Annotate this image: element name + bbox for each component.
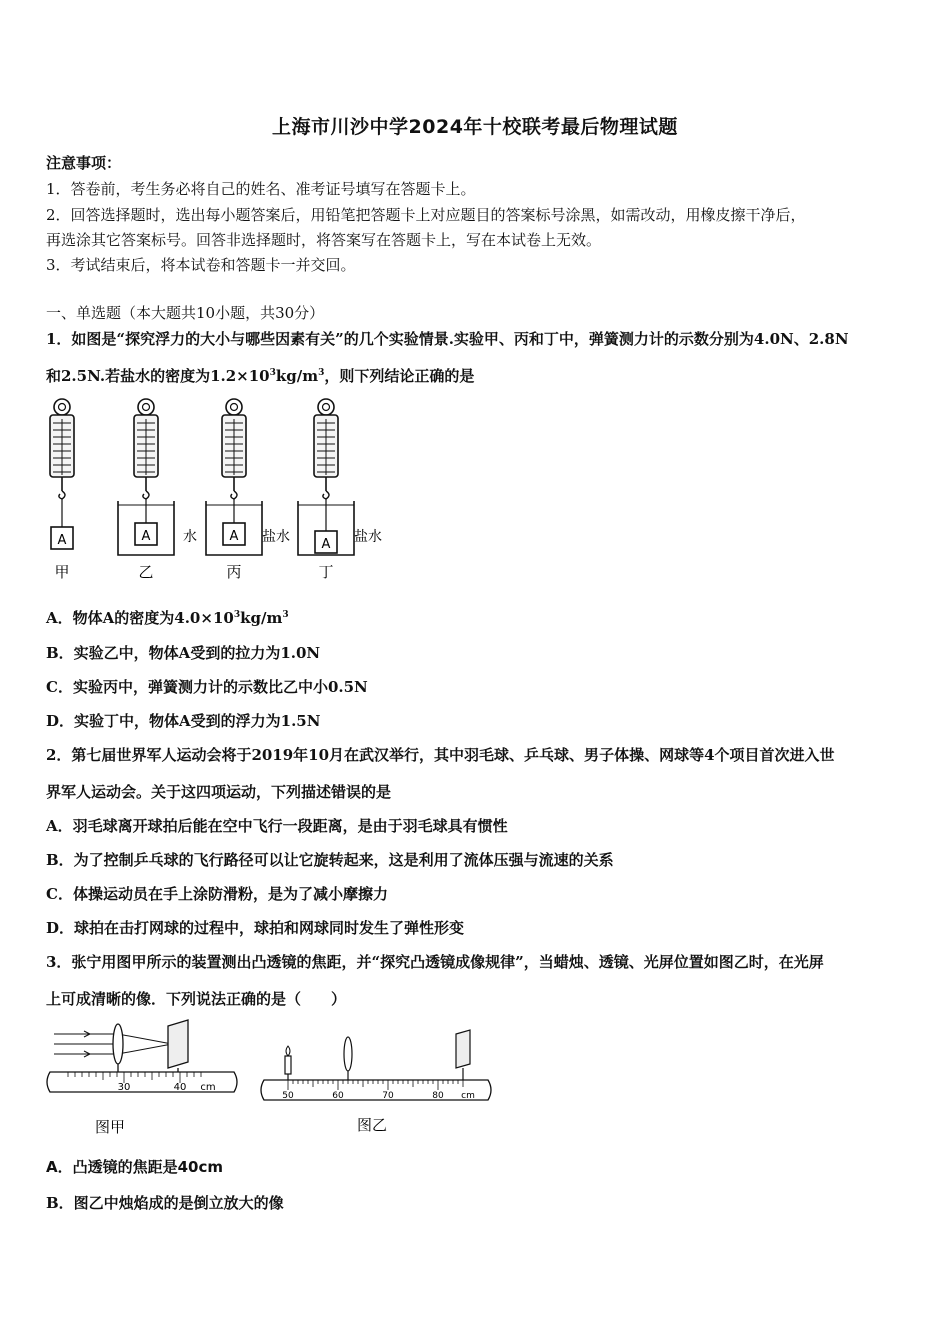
ruler-tick-label: 80: [432, 1091, 444, 1101]
q3-stem-line1: 3．张宁用图甲所示的装置测出凸透镜的焦距，并“探究凸透镜成像规律”，当蜡烛、透镜、光屏位置如图乙时，在光屏: [46, 953, 824, 971]
panel-label: 甲: [54, 563, 70, 581]
spring-scale-ding: [298, 399, 354, 555]
q3-figure-a: [44, 1018, 244, 1140]
q3-option-b: B．图乙中烛焰成的是倒立放大的像: [46, 1194, 284, 1212]
candle-icon: [285, 1046, 291, 1080]
panel-label: 丙: [226, 563, 242, 581]
q2-option-b: B．为了控制乒乓球的飞行路径可以让它旋转起来，这是利用了流体压强与流速的关系: [46, 851, 614, 869]
q1-stem-text: 和2.5N.若盐水的密度为1.2×10: [46, 367, 270, 385]
panel-label: 丁: [318, 563, 334, 581]
superscript: 3: [282, 610, 289, 620]
q2-stem-line1: 2．第七届世界军人运动会将于2019年10月在武汉举行，其中羽毛球、乒乓球、男子体操、网球等4个项目首次进入世: [46, 746, 835, 764]
ruler-tick-label: 60: [332, 1091, 344, 1101]
q1-stem-line1: 1．如图是“探究浮力的大小与哪些因素有关”的几个实验情景.实验甲、丙和丁中，弹簧测力计的示数分别为4.0N、2.8N: [46, 330, 849, 348]
superscript: 3: [269, 368, 276, 378]
convex-lens-icon: [344, 1037, 352, 1071]
ruler-tick-label: 50: [282, 1091, 294, 1101]
block-label: A: [321, 537, 331, 552]
q1-option-c: C．实验丙中，弹簧测力计的示数比乙中小0.5N: [46, 678, 368, 696]
q2-option-d: D．球拍在击打网球的过程中，球拍和网球同时发生了弹性形变: [46, 919, 465, 937]
light-screen-icon: [168, 1020, 188, 1068]
section-heading: 一、单选题（本大题共10小题，共30分）: [46, 304, 325, 322]
q1-option-d: D．实验丁中，物体A受到的浮力为1.5N: [46, 712, 321, 730]
liquid-label: 盐水: [262, 529, 290, 545]
ruler-unit-label: cm: [200, 1082, 216, 1093]
liquid-label: 盐水: [354, 529, 382, 545]
figure-caption: 图乙: [356, 1116, 388, 1134]
q1-option-a: [46, 607, 289, 628]
q1-stem-unit: kg/m: [275, 367, 319, 385]
block-label: A: [57, 533, 67, 548]
block-label: A: [229, 529, 239, 544]
block-label: A: [141, 529, 151, 544]
q1-figure-spring-scales: [40, 395, 410, 587]
q1-stem-line2: [46, 365, 474, 386]
ruler-tick-label: 40: [173, 1082, 187, 1093]
q2-stem-line2: 界军人运动会。关于这四项运动，下列描述错误的是: [46, 783, 392, 801]
figure-caption: 图甲: [94, 1118, 126, 1136]
q3-option-a: A．凸透镜的焦距是40cm: [46, 1158, 224, 1176]
option-text: A．物体A的密度为4.0×10: [46, 609, 234, 627]
superscript: 3: [318, 368, 325, 378]
ruler-tick-label: 30: [117, 1082, 131, 1093]
notice-item: 1．答卷前，考生务必将自己的姓名、准考证号填写在答题卡上。: [46, 180, 476, 198]
notice-heading: 注意事项：: [46, 154, 122, 172]
notice-item: 2．回答选择题时，选出每小题答案后，用铅笔把答题卡上对应题目的答案标号涂黑，如需改动，用橡皮擦干净后，: [46, 206, 806, 224]
q1-option-b: B．实验乙中，物体A受到的拉力为1.0N: [46, 644, 321, 662]
convex-lens-icon: [113, 1024, 123, 1064]
ruler-tick-label: 70: [382, 1091, 394, 1101]
spring-scale-jia: [50, 399, 74, 549]
light-screen-icon: [456, 1030, 470, 1068]
option-unit: kg/m: [240, 609, 283, 627]
q3-figure-b: [258, 1026, 498, 1140]
notice-item: 3．考试结束后，将本试卷和答题卡一并交回。: [46, 256, 356, 274]
q2-option-a: A．羽毛球离开球拍后能在空中飞行一段距离，是由于羽毛球具有惯性: [46, 817, 508, 835]
q2-option-c: C．体操运动员在手上涂防滑粉，是为了减小摩擦力: [46, 885, 388, 903]
liquid-label: 水: [183, 529, 197, 545]
q3-stem-line2: 上可成清晰的像．下列说法正确的是（ ）: [46, 990, 347, 1008]
panel-label: 乙: [138, 563, 154, 581]
page-title: 上海市川沙中学2024年十校联考最后物理试题: [272, 116, 678, 138]
ruler-unit-label: cm: [461, 1091, 475, 1101]
optical-bench: [261, 1080, 491, 1100]
superscript: 3: [233, 610, 241, 620]
q1-stem-end: ，则下列结论正确的是: [324, 367, 475, 385]
notice-item: 再选涂其它答案标号。回答非选择题时，将答案写在答题卡上，写在本试卷上无效。: [46, 231, 602, 249]
